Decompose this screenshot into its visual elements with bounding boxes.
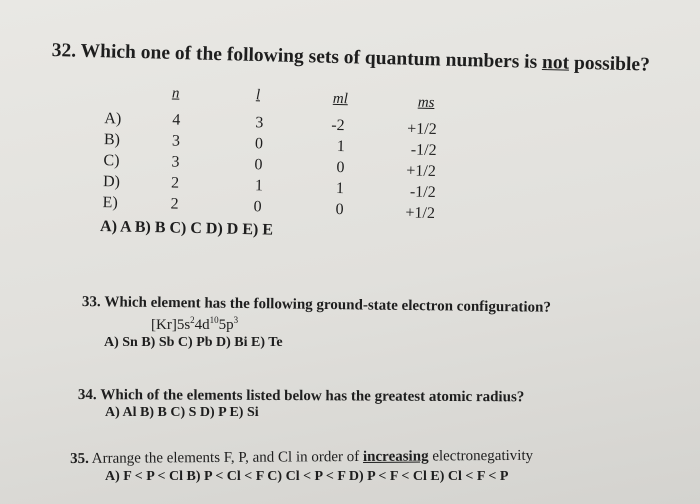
header-ms: ms: [417, 94, 435, 112]
electron-configuration: [151, 315, 238, 334]
cell-ms: +1/2: [407, 120, 437, 139]
question-text: Which of the elements listed below has the greatest atomic radius?: [100, 387, 525, 406]
config-orbital: 4d: [194, 317, 210, 333]
cell-l: 1: [254, 177, 264, 195]
cell-n: 4: [172, 111, 181, 129]
header-ml: ml: [332, 90, 349, 108]
question-emphasis: increasing: [362, 448, 429, 465]
header-n: n: [171, 85, 180, 102]
config-orbital: 5p: [218, 317, 234, 333]
question-text: Arrange the elements F, P, and Cl in order of: [91, 448, 360, 467]
cell-l: 0: [254, 156, 263, 174]
question-number: 34.: [77, 387, 97, 404]
config-superscript: 2: [190, 315, 195, 325]
row-label: D): [102, 173, 121, 191]
cell-l: 0: [253, 198, 262, 216]
cell-ml: 0: [335, 200, 344, 219]
cell-ml: 0: [336, 158, 345, 177]
cell-n: 2: [170, 195, 179, 213]
config-superscript: 3: [233, 315, 239, 325]
row-label: E): [102, 194, 118, 212]
question-number: 33.: [81, 294, 101, 311]
question-text: Which element has the following ground-state electron configuration?: [104, 294, 551, 316]
question-35-prompt: [70, 448, 533, 468]
config-superscript: 10: [209, 315, 219, 325]
cell-ms: +1/2: [406, 162, 437, 181]
cell-l: 3: [255, 114, 264, 132]
row-label: B): [103, 131, 121, 149]
question-text-end: electronegativity: [432, 447, 534, 465]
cell-ml: 1: [335, 179, 345, 198]
question-number: 32.: [51, 40, 77, 62]
question-emphasis: not: [541, 51, 570, 74]
question-text-end: possible?: [573, 52, 651, 76]
cell-ml: 1: [336, 137, 346, 156]
question-text: Which one of the following sets of quantum numbers is: [80, 40, 538, 73]
answer-choices: A) Sn B) Sb C) Pb D) Bi E) Te: [104, 335, 283, 350]
header-l: l: [255, 87, 261, 104]
cell-n: 3: [171, 132, 181, 150]
row-label: A): [104, 110, 122, 128]
cell-n: 3: [171, 153, 180, 171]
answer-choices: A) A B) B C) C D) D E) E: [99, 218, 274, 239]
config-core: [Kr]5s: [151, 317, 191, 333]
question-34-prompt: [78, 387, 524, 406]
cell-ml: -2: [331, 116, 345, 135]
question-number: 35.: [70, 450, 89, 467]
row-label: C): [103, 152, 120, 170]
cell-l: 0: [254, 135, 264, 153]
answer-choices: A) Al B) B C) S D) P E) Si: [105, 405, 259, 420]
cell-ms: -1/2: [410, 141, 437, 160]
cell-ms: -1/2: [409, 183, 436, 202]
cell-ms: +1/2: [405, 204, 436, 223]
cell-n: 2: [170, 174, 180, 192]
answer-choices: A) F < P < Cl B) P < Cl < F C) Cl < P < F D) P < F < Cl E) Cl < F < P: [105, 469, 509, 484]
